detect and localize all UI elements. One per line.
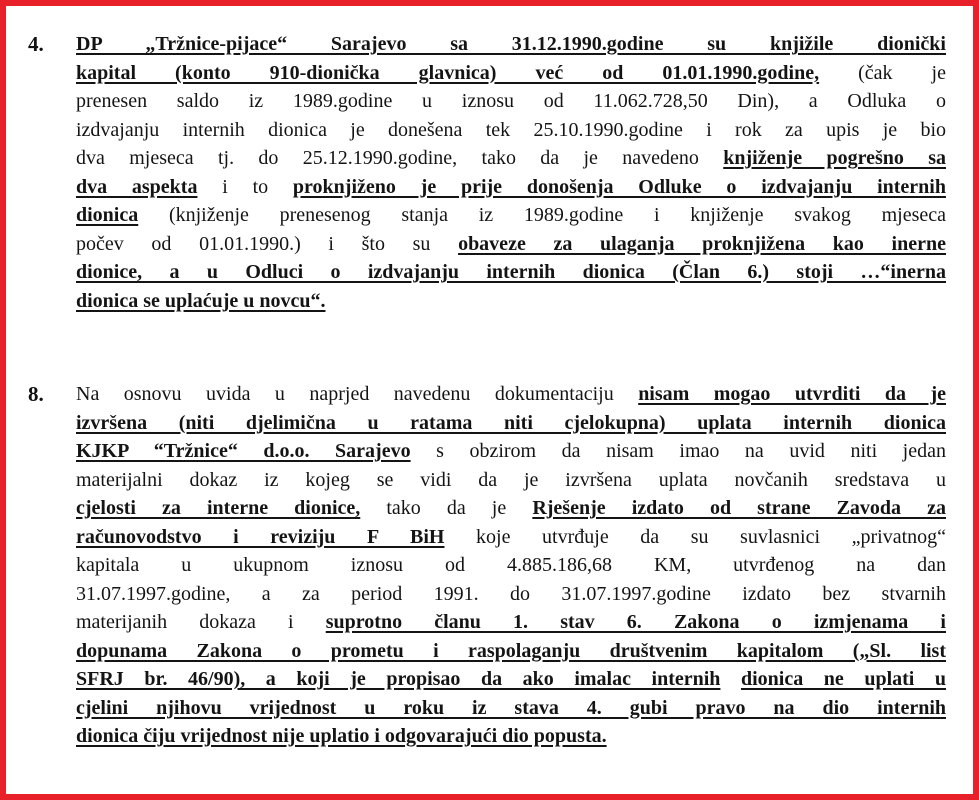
emphasized-text: dionica se uplaćuje u novcu“. xyxy=(76,289,326,312)
text-segment: koje utvrđuje da su suvlasnici „privatnog“ xyxy=(444,525,947,548)
text-line xyxy=(76,722,946,751)
paragraph-number: 8. xyxy=(28,382,44,406)
text-line xyxy=(76,466,946,495)
emphasized-text: dionica čiju vrijednost nije uplatio i odgovarajući dio popusta. xyxy=(76,725,607,747)
text-segment: tako da je xyxy=(360,497,533,519)
emphasized-text: dionice, a u Odluci o izdvajanju internih dionica (Član 6.) stoji …“inerna xyxy=(76,261,946,283)
emphasized-text: proknjiženo je prije donošenja Odluke o izdvajanju internih xyxy=(292,175,946,198)
text-line xyxy=(76,287,946,316)
emphasized-text: izvršena (niti djelimična u ratama niti cjelokupna) uplata internih dionica xyxy=(76,411,946,434)
emphasized-text: knjiženje pogrešno sa xyxy=(723,147,946,169)
emphasized-text: računovodstvo i reviziju F BiH xyxy=(76,525,445,548)
text-line xyxy=(76,494,946,523)
text-segment: 31.07.1997.godine, a za period 1991. do 31.07.1997.godine izdato bez stvarnih xyxy=(76,582,946,605)
text-segment: prenesen saldo iz 1989.godine u iznosu od 11.062.728,50 Din), a Odluka o xyxy=(76,90,946,112)
emphasized-text: dionica ne uplati u xyxy=(740,668,947,690)
emphasized-text: nisam mogao utvrditi da je xyxy=(638,383,947,405)
text-line xyxy=(76,437,946,466)
text-segment: (čak je xyxy=(819,61,946,84)
emphasized-text: cjelosti za interne dionice, xyxy=(76,497,361,519)
text-segment: počev od 01.01.1990.) i što su xyxy=(76,232,459,255)
emphasized-text: SFRJ br. 46/90), a koji je propisao da ako imalac internih xyxy=(76,668,721,690)
emphasized-text: kapital (konto 910-dionička glavnica) već od 01.01.1990.godine, xyxy=(76,61,820,84)
text-segment: i to xyxy=(197,175,293,198)
text-segment: dva mjeseca tj. do 25.12.1990.godine, tako da je navedeno xyxy=(76,147,724,169)
text-line xyxy=(76,144,946,173)
paragraph-number: 4. xyxy=(28,32,44,56)
text-line xyxy=(76,201,946,230)
emphasized-text: KJKP “Tržnice“ d.o.o. Sarajevo xyxy=(76,440,411,462)
text-segment: s obzirom da nisam imao na uvid niti jedan xyxy=(410,440,946,462)
text-line xyxy=(76,637,946,666)
text-segment xyxy=(720,668,741,690)
text-segment: materijanih dokaza i xyxy=(76,611,326,633)
text-line xyxy=(76,59,946,88)
text-line xyxy=(76,230,946,259)
text-line xyxy=(76,523,946,552)
emphasized-text: dionica xyxy=(76,204,139,226)
emphasized-text: cjelini njihovu vrijednost u roku iz stava 4. gubi pravo na dio internih xyxy=(76,696,946,719)
text-segment: (knjiženje prenesenog stanja iz 1989.godine i knjiženje svakog mjeseca xyxy=(138,204,946,226)
text-line xyxy=(76,380,946,409)
text-segment: kapitala u ukupnom iznosu od 4.885.186,68 KM, utvrđenog na dan xyxy=(76,554,946,576)
text-segment: izdvajanju internih dionica je donešena tek 25.10.1990.godine i rok za upis je bio xyxy=(76,118,946,141)
text-line xyxy=(76,665,946,694)
emphasized-text: dopunama Zakona o prometu i raspolaganju društvenim kapitalom („Sl. list xyxy=(76,639,946,662)
text-line xyxy=(76,87,946,116)
text-line xyxy=(76,694,946,723)
emphasized-text: DP „Tržnice-pijace“ Sarajevo sa 31.12.1990.godine su knjižile dionički xyxy=(76,33,946,55)
text-line xyxy=(76,173,946,202)
text-segment: Na osnovu uvida u naprjed navedenu dokumentaciju xyxy=(76,383,639,405)
emphasized-text: Rješenje izdato od strane Zavoda za xyxy=(532,497,946,519)
document-page xyxy=(6,6,973,794)
text-line xyxy=(76,116,946,145)
emphasized-text: obaveze za ulaganja proknjižena kao inerne xyxy=(458,232,946,255)
text-line xyxy=(76,580,946,609)
text-line xyxy=(76,551,946,580)
text-line xyxy=(76,258,946,287)
text-line xyxy=(76,409,946,438)
emphasized-text: dva aspekta xyxy=(76,175,198,198)
text-line xyxy=(76,30,946,59)
text-line xyxy=(76,608,946,637)
emphasized-text: suprotno članu 1. stav 6. Zakona o izmjenama i xyxy=(325,611,946,633)
text-segment: materijalni dokaz iz kojeg se vidi da je izvršena uplata novčanih sredstava u xyxy=(76,468,946,491)
